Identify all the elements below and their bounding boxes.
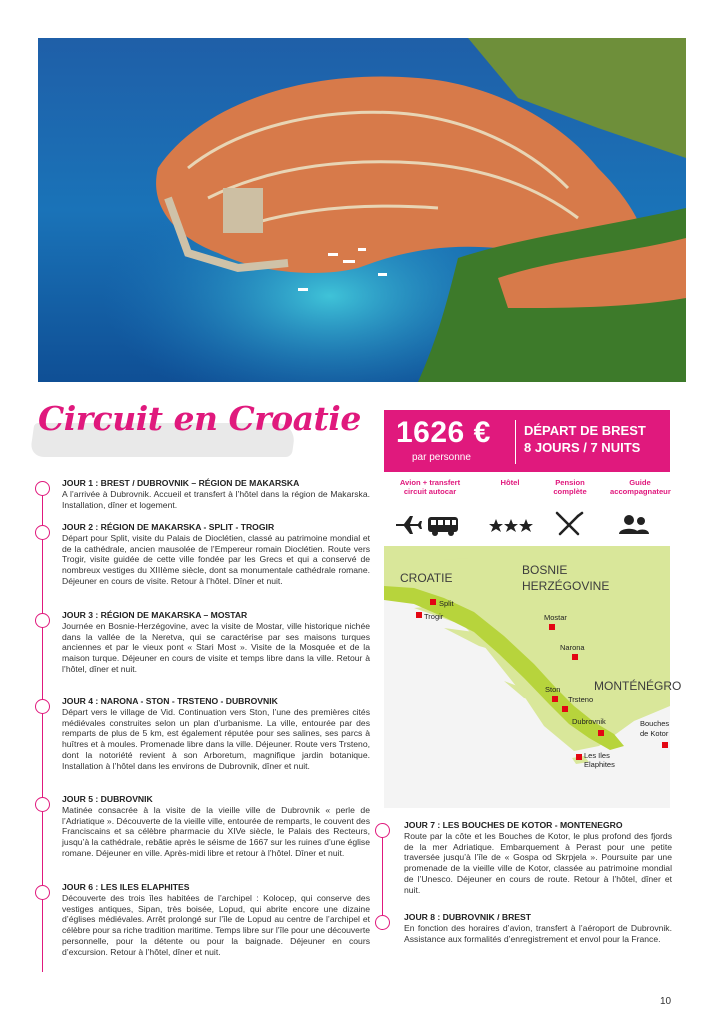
feature-transport (390, 478, 470, 496)
day-title: JOUR 7 : LES BOUCHES DE KOTOR - MONTENEGRO (404, 820, 623, 830)
bus-icon (428, 517, 458, 536)
region-label-bosnie: BOSNIE (522, 563, 568, 577)
departure-city: DÉPART DE BREST (524, 423, 646, 438)
marker-kotor (662, 742, 668, 748)
day-text: Journée en Bosnie-Herzégovine, avec la visite de Mostar, ville historique nichée dans la vallée de la Neretva, qui se caractérise par ses maisons turques anciennes et par le vieux pont « Stari Most ». Visite de la Mosquée et de la maison turque. Déjeuner en cours de visite et temps libre dans la ville. Retour à l’hôtel, dîner et nuit. (62, 620, 370, 674)
itinerary-timeline-left (32, 478, 370, 978)
feature-board (544, 478, 596, 496)
departure-info (524, 422, 646, 456)
timeline-dot (35, 525, 50, 540)
page-title: Circuit en Croatie (38, 399, 361, 438)
marker-dubrovnik (598, 730, 604, 736)
marker-split (430, 599, 436, 605)
place-label-trsteno: Trsteno (568, 695, 594, 704)
itinerary-timeline-right (372, 820, 672, 970)
day-text: A l’arrivée à Dubrovnik. Accueil et transfert à l’hôtel dans la région de Makarska. Installation, dîner et logement. (62, 488, 370, 510)
fork-knife-icon (557, 513, 582, 534)
trip-duration: 8 JOURS / 7 NUITS (524, 440, 641, 455)
price-amount: 1626 € (396, 416, 491, 449)
feature-guide (610, 478, 670, 496)
itinerary-day-4 (32, 696, 370, 772)
place-label-elaphites: Elaphites (584, 760, 615, 769)
place-label-ston: Ston (545, 685, 561, 694)
itinerary-day-6 (32, 882, 370, 958)
itinerary-day-2 (32, 522, 370, 587)
hero-photo-dubrovnik (38, 38, 686, 382)
day-text: Matinée consacrée à la visite de la vieille ville de Dubrovnik « perle de l’Adriatique ». Découverte de la vieille ville, entourée de remparts, le couvent des Franciscains et sa célèbre pharmacie du XIVe siècle, le Palais des Recteurs, jusqu’à la cathédrale, rebâtie après le séisme de 1667 sur les ruines d’une église romane. Déjeuner en ville. Après-midi libre et retour à l’hôtel. Dîner et nuit. (62, 804, 370, 858)
guide-group-icon (619, 515, 649, 534)
page-number: 10 (660, 996, 672, 1007)
itinerary-day-3 (32, 610, 370, 675)
feature-label: Hôtel (500, 478, 520, 487)
timeline-dot (35, 797, 50, 812)
dubrovnik-photo-illustration (38, 38, 686, 382)
day-title: JOUR 4 : NARONA - STON - TRSTENO - DUBROVNIK (62, 696, 278, 706)
feature-label: Guide accompagnateur (610, 478, 671, 496)
timeline-dot (375, 823, 390, 838)
place-label-trogir: Trogir (424, 612, 444, 621)
place-label-bouches: Bouches (640, 719, 670, 728)
region-label-croatia: CROATIE (400, 571, 453, 585)
croatia-route-map (384, 546, 682, 808)
day-text: Départ pour Split, visite du Palais de Dioclétien, classé au patrimoine mondial et de la cathédrale, ancien mausolée de l’Empereur romain Dioclétien. Route vers Trogir, visite guidée de cette ville fondée par les Grecs et qui a conservé de nombreux vestiges du XIIIème siècle, dont sa monumentale cathédrale romane. Déjeuner en cours de visite. Retour à l’hôtel. Dîner et nuit. (62, 532, 370, 586)
region-label-herzegovine: HERZÉGOVINE (522, 579, 610, 593)
feature-icons (384, 512, 670, 538)
feature-label: Avion + transfert circuit autocar (399, 478, 461, 496)
itinerary-day-5 (32, 794, 370, 859)
day-text: Départ vers le village de Vid. Continuation vers Ston, l’une des premières cités médiévales construites selon un plan d’urbanisme. La ville, entourée par des remparts de plus de 5 km, est également réputée pour ses salines, ses parcs à huîtres et à moules. Promenade libre dans la ville. Déjeuner. Route vers Trsteno, dont la notoriété revient à son Arboretum, magnifique jardin botanique. Installation à l’hôtel dans les environs de Dubrovnik, dîner et nuit. (62, 706, 370, 771)
place-label-mostar: Mostar (544, 613, 567, 622)
marker-mostar (549, 624, 555, 630)
three-stars-icon (489, 519, 533, 532)
day-title: JOUR 1 : BREST / DUBROVNIK – RÉGION DE MAKARSKA (62, 478, 300, 488)
timeline-dot (35, 699, 50, 714)
timeline-dot (375, 915, 390, 930)
day-text: En fonction des horaires d’avion, transfert à l’aéroport de Dubrovnik. Assistance aux formalités d’enregistrement et envol pour la France. (404, 922, 672, 944)
price-per-person: par personne (412, 452, 471, 463)
circuit-title-block (32, 395, 361, 465)
place-label-narona: Narona (560, 643, 585, 652)
region-label-montenegro: MONTÉNÉGRO (594, 679, 682, 693)
route-map (384, 546, 682, 808)
place-label-dubrovnik: Dubrovnik (572, 717, 606, 726)
day-title: JOUR 6 : LES ILES ELAPHITES (62, 882, 190, 892)
feature-hotel (486, 478, 534, 487)
day-title: JOUR 8 : DUBROVNIK / BREST (404, 912, 532, 922)
day-title: JOUR 5 : DUBROVNIK (62, 794, 153, 804)
itinerary-day-7 (372, 820, 672, 896)
place-label-kotor: de Kotor (640, 729, 669, 738)
marker-trsteno (562, 706, 568, 712)
place-label-split: Split (439, 599, 454, 608)
marker-ston (552, 696, 558, 702)
place-label-les-iles: Les Iles (584, 751, 610, 760)
marker-elaphites (576, 754, 582, 760)
timeline-dot (35, 613, 50, 628)
feature-label: Pension complète (553, 478, 587, 496)
itinerary-day-1 (32, 478, 370, 510)
day-text: Découverte des trois îles habitées de l’archipel : Kolocep, qui conserve des vestiges antiques, Sipan, très boisée, Lopud, qui abrite encore une dizaine d’églises médiévales. Arrêt prolongé sur l’île de Lopud au centre de l’archipel et célèbre pour sa riche tradition maritime. Temps libre sur l’île pour une découverte personnelle, pour la détente ou pour la baignade. Déjeuner en cours d’excursion. Retour à l’hôtel, dîner et nuit. (62, 892, 370, 957)
itinerary-day-8 (372, 912, 672, 944)
price-divider (515, 420, 516, 464)
timeline-dot (35, 481, 50, 496)
marker-narona (572, 654, 578, 660)
day-title: JOUR 3 : RÉGION DE MAKARSKA – MOSTAR (62, 610, 248, 620)
included-features (384, 478, 670, 542)
marker-trogir (416, 612, 422, 618)
price-banner (384, 410, 670, 472)
day-text: Route par la côte et les Bouches de Kotor, le plus profond des fjords de la mer Adriatique. Embarquement à Perast pour une petite traversée jusqu’à l’île de « Gospa od Skrpjela ». Poursuite par une promenade de la vieille ville de Kotor, classée au patrimoine mondial de l’Unesco. Déjeuner en cours de route. Retour à l’hôtel, dîner et nuit. (404, 830, 672, 895)
timeline-dot (35, 885, 50, 900)
day-title: JOUR 2 : RÉGION DE MAKARSKA - SPLIT - TROGIR (62, 522, 275, 532)
plane-icon (396, 516, 422, 534)
